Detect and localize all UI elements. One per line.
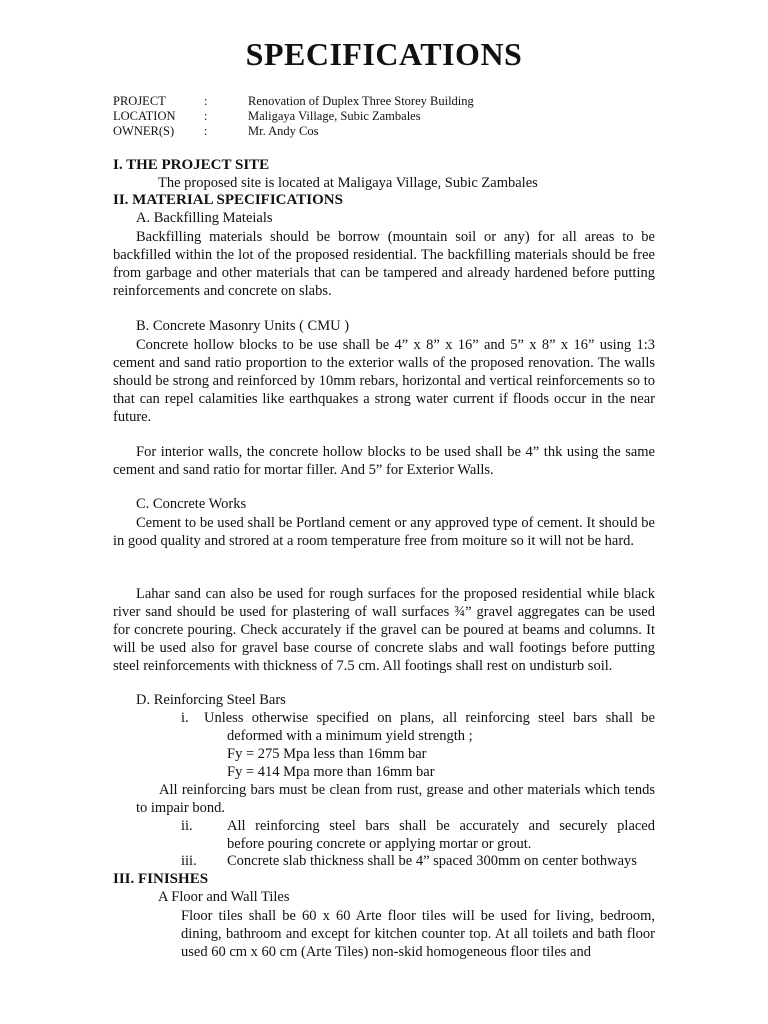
project-site-text: The proposed site is located at Maligaya Village, Subic Zambales [158, 175, 538, 191]
section-heading-finishes: III. FINISHES [113, 871, 209, 887]
meta-location-value: Maligaya Village, Subic Zambales [248, 109, 421, 123]
list-item-i-line-1: Unless otherwise specified on plans, all reinforcing steel bars shall be [204, 710, 655, 726]
paragraph-cmu-exterior: Concrete hollow blocks to be use shall be 4” x 8” x 16” and 5” x 8” x 16” using 1:3 cement and sand ratio proportion to the exterior walls of the proposed renovation. The walls should be strong and reinforced by 10mm rebars, horizontal and vertical reinforcements so to that can repel calamities like earthquakes a strong water current if floods occur in the near future. [113, 337, 655, 425]
list-item-i-line-4: Fy = 414 Mpa more than 16mm bar [227, 764, 435, 780]
paragraph-floor-tiles: Floor tiles shall be 60 x 60 Arte floor tiles will be used for living, bedroom, dining, bathroom and except for kitchen counter top. At all toilets and bath floor used 60 cm x 60 cm (Arte Tiles) non-skid homogeneous floor tiles and [181, 908, 655, 960]
meta-project-value: Renovation of Duplex Three Storey Building [248, 94, 474, 108]
paragraph-sand-gravel: Lahar sand can also be used for rough surfaces for the proposed residential while black river sand should be used for plastering of wall surfaces ¾” gravel aggregates can be used for concrete pouring. Check accurately if the gravel can be poured at beams and columns. It will be used also for gravel base course of concrete slabs and wall footings before putting steel reinforcements with thickness of 7.5 cm. All footings shall rest on undisturb soil. [113, 586, 655, 674]
list-number-i: i. [181, 710, 189, 726]
meta-owner-value: Mr. Andy Cos [248, 124, 319, 138]
page-title: SPECIFICATIONS [245, 36, 523, 72]
meta-project-label: PROJECT [113, 94, 166, 108]
meta-owner-label: OWNER(S) [113, 124, 175, 138]
paragraph-backfilling: Backfilling materials should be borrow (mountain soil or any) for all areas to be backfilled within the lot of the proposed residential. The backfilling materials should be free from garbage and other materials that can be tampered and already hardened before putting reinforcements and concrete on slabs. [113, 229, 655, 299]
list-item-i-line-2: deformed with a minimum yield strength ; [227, 728, 473, 744]
list-item-iii-line-1: Concrete slab thickness shall be 4” spaced 300mm on center bothways [227, 853, 637, 869]
paragraph-clean-bars: All reinforcing bars must be clean from rust, grease and other materials which tends to impair bond. [136, 782, 655, 816]
meta-location-label: LOCATION [113, 109, 176, 123]
subsection-title-reinforcing-steel: D. Reinforcing Steel Bars [136, 692, 286, 708]
list-item-i-line-3: Fy = 275 Mpa less than 16mm bar [227, 746, 427, 762]
subsection-title-floor-wall-tiles: A Floor and Wall Tiles [158, 889, 290, 905]
list-number-ii: ii. [181, 818, 193, 834]
subsection-title-cmu: B. Concrete Masonry Units ( CMU ) [136, 318, 350, 334]
subsection-title-backfilling: A. Backfilling Mateials [136, 210, 273, 226]
meta-location-sep: : [204, 109, 208, 123]
section-heading-project-site: I. THE PROJECT SITE [113, 157, 270, 173]
subsection-title-concrete-works: C. Concrete Works [136, 496, 247, 512]
meta-owner-sep: : [204, 124, 208, 138]
list-item-ii-line-1: All reinforcing steel bars shall be accurately and securely placed [227, 818, 655, 834]
paragraph-cmu-interior: For interior walls, the concrete hollow blocks to be used shall be 4” thk using the same cement and sand ratio for mortar filler. And 5” for Exterior Walls. [113, 444, 655, 478]
section-heading-material-specifications: II. MATERIAL SPECIFICATIONS [113, 192, 343, 208]
list-number-iii: iii. [181, 853, 197, 869]
meta-project-sep: : [204, 94, 208, 108]
paragraph-cement: Cement to be used shall be Portland cement or any approved type of cement. It should be in good quality and strored at a room temperature free from moiture so it will not be hard. [113, 515, 655, 549]
list-item-ii-line-2: before pouring concrete or applying mortar or grout. [227, 836, 532, 852]
